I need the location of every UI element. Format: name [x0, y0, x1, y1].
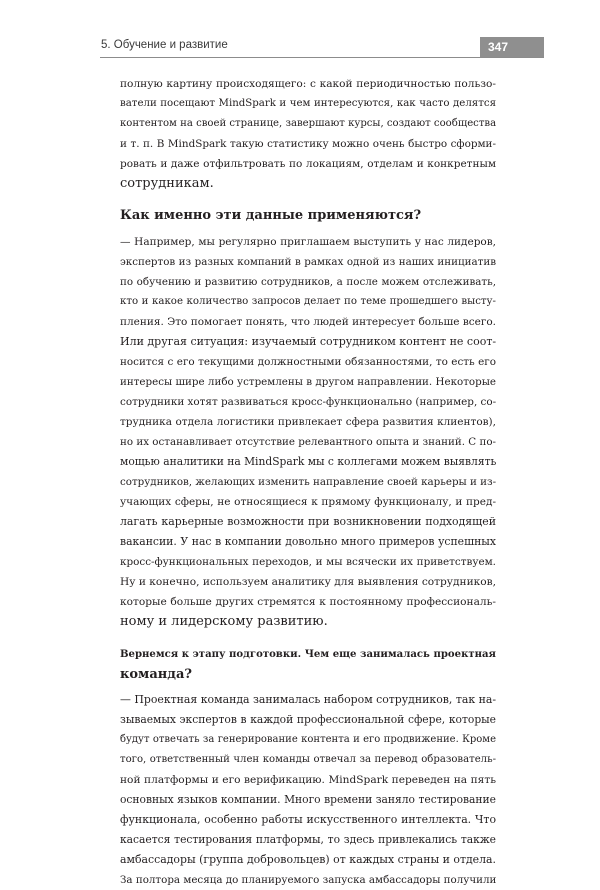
question-line: Как именно эти данные применяются?: [120, 208, 422, 223]
text-line: по обучению и развитию сотрудников, а после можем отслеживать,: [120, 276, 496, 288]
text-line: учающих сферы, не относящиеся к прямому функционалу, и пред-: [120, 496, 496, 508]
text-line: но их останавливает отсутствие релевантного опыта и знаний. С по-: [120, 436, 496, 448]
text-line: трудника отдела логистики привлекает сфера развития клиентов),: [120, 416, 496, 428]
text-line: Ну и конечно, используем аналитику для выявления сотрудников,: [120, 576, 496, 588]
text-line: сотрудников, желающих изменить направление своей карьеры и из-: [120, 476, 496, 488]
text-line: полную картину происходящего: с какой периодичностью пользо-: [120, 78, 496, 90]
text-line: основных языков компании. Много времени заняло тестирование: [120, 793, 496, 806]
text-line: зываемых экспертов в каждой профессиональной сфере, которые: [120, 713, 496, 726]
section-title: 5. Обучение и развитие: [101, 39, 228, 51]
page-number: 347: [480, 37, 544, 57]
text-line: ной платформы и его верификацию. MindSpark переведен на пять: [120, 774, 496, 786]
body-text: [120, 74, 496, 890]
question-line: команда?: [120, 667, 192, 682]
text-line: Или другая ситуация: изучаемый сотрудником контент не соот-: [120, 335, 496, 348]
text-line: функционала, особенно работы искусственного интеллекта. Что: [120, 813, 496, 826]
question-heading: [120, 645, 496, 685]
text-line: ному и лидерскому развитию.: [120, 614, 328, 629]
text-line: контентом на своей странице, завершают курсы, создают сообщества: [120, 118, 496, 129]
question-heading: [120, 206, 496, 226]
text-line: пления. Это помогает понять, что людей интересует больше всего.: [120, 316, 496, 328]
text-line: которые больше других стремятся к постоянному профессиональ-: [120, 596, 496, 608]
text-line: интересы шире либо устремлены в другом направлении. Некоторые: [120, 376, 496, 388]
text-line: кто и какое количество запросов делает по теме прошедшего высту-: [120, 296, 496, 307]
text-line: мощью аналитики на MindSpark мы с коллегами можем выявлять: [120, 455, 496, 468]
text-line: амбассадоры (группа добровольцев) от каждых страны и отдела.: [120, 853, 496, 866]
text-line: того, ответственный член команды отвечал за перевод образователь-: [120, 754, 496, 765]
text-line: — Проектная команда занималась набором сотрудников, так на-: [120, 693, 496, 706]
running-header: [100, 37, 544, 58]
paragraph-intro: [120, 74, 496, 194]
text-line: и т. п. В MindSpark такую статистику можно очень быстро сформи-: [120, 138, 496, 150]
text-line: За полтора месяца до планируемого запуска амбассадоры получили: [120, 874, 496, 886]
question-line: Вернемся к этапу подготовки. Чем еще занималась проектная: [120, 649, 496, 660]
text-line: сотрудникам.: [120, 176, 214, 191]
text-line: сотрудники хотят развиваться кросс-функционально (например, со-: [120, 396, 496, 408]
text-line: лагать карьерные возможности при возникновении подходящей: [120, 515, 496, 528]
text-line: касается тестирования платформы, то здесь привлекались также: [120, 833, 496, 846]
text-line: вакансии. У нас в компании довольно много примеров успешных: [120, 535, 496, 548]
text-line: будут отвечать за генерирование контента и его продвижение. Кроме: [120, 734, 496, 745]
text-line: носится с его текущими должностными обязанностями, то есть его: [120, 356, 496, 368]
text-line: экспертов из разных компаний в рамках одной из наших инициатив: [120, 256, 496, 268]
paragraph-answer-2: [120, 690, 496, 890]
paragraph-answer-1: [120, 232, 496, 632]
text-line: — Например, мы регулярно приглашаем выступить у нас лидеров,: [120, 236, 496, 248]
text-line: ровать и даже отфильтровать по локациям, отделам и конкретным: [120, 158, 496, 170]
text-line: ватели посещают MindSpark и чем интересуются, как часто делятся: [120, 98, 496, 109]
text-line: кросс-функциональных переходов, и мы всячески их приветствуем.: [120, 556, 496, 568]
